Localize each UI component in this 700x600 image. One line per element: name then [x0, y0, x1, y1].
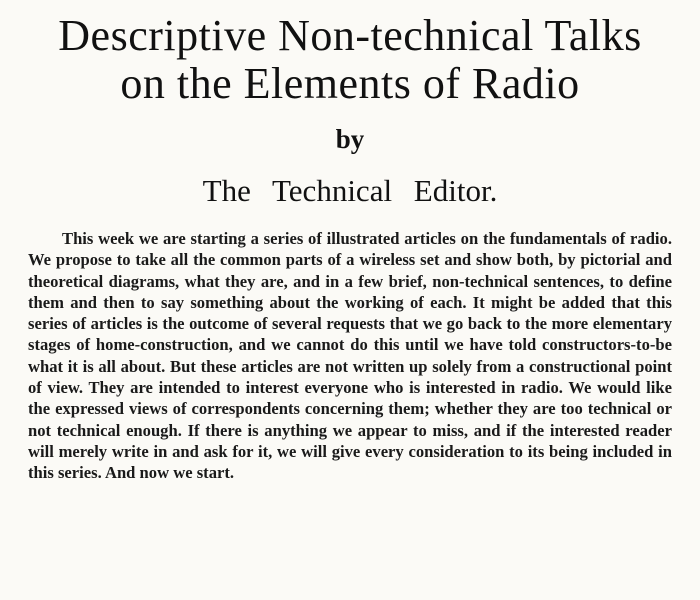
byline-by: by [335, 124, 365, 154]
headline-line-1: Descriptive Non-technical Talks [58, 11, 642, 60]
intro-paragraph: This week we are starting a series of illustrated articles on the fundamentals of radio. We propose to take all the common parts of a wireless set and show both, by pictorial and theoretical diagrams, what they are, and in a few brief, non-technical sentences, to define them and then to say something about the working of each. It might be added that this series of articles is the outcome of several requests that we go back to the more elementary stages of home-construction, and we cannot do this until we have told constructors-to-be what it is all about. But these articles are not written up solely from a constructional point of view. They are intended to interest everyone who is interested in radio. We would like the expressed views of correspondents concerning them; whether they are too technical or not technical enough. If there is anything we appear to miss, and if the interested reader will merely write in and ask for it, we will give every consideration to its being included in this series. And now we start. [28, 229, 672, 483]
headline-line-2: on the Elements of Radio [120, 59, 580, 108]
byline-author: The Technical Editor. [202, 173, 498, 208]
article-headline [28, 12, 672, 108]
